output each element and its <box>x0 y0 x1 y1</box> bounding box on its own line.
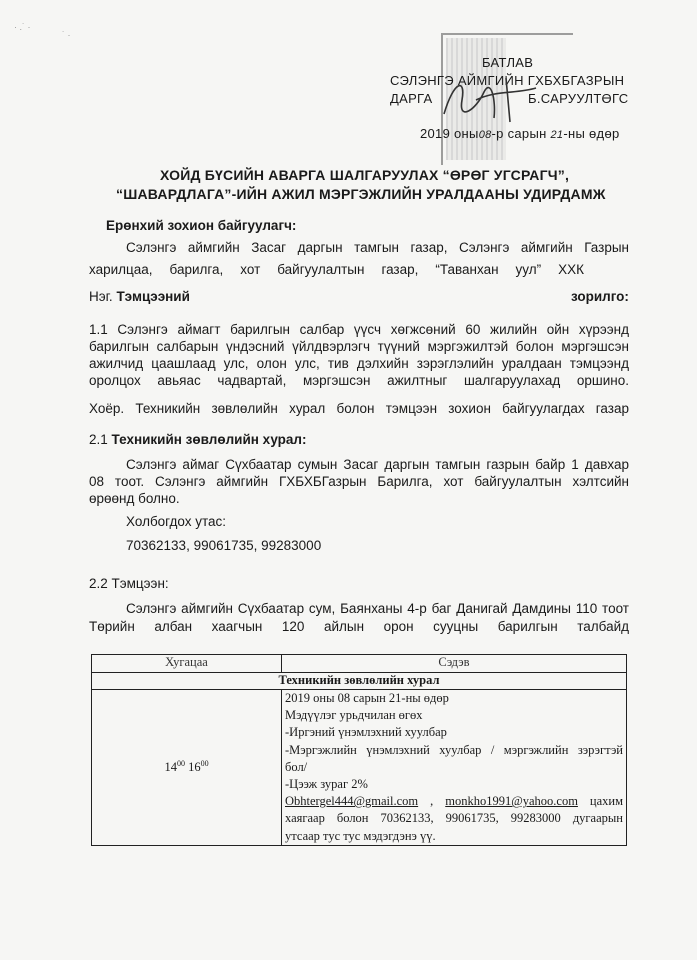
phone-numbers: 70362133, 99061735, 99283000 <box>126 538 322 553</box>
goal-line: барилгын салбарын үндэсний үйлдвэрлэгч түүний мэргэжилтэй болон мэргэшсэн <box>89 339 629 354</box>
goal-heading-right: зорилго: <box>571 289 629 304</box>
doc-title-line1: ХОЙД БҮСИЙН АВАРГА ШАЛГАРУУЛАХ “ӨРӨГ УГСРАГЧ”, <box>160 167 570 183</box>
time-cell: $14^{00}$ $16^{00}$ <box>92 690 282 846</box>
council-heading: 2.1 Техникийн зөвлөлийн хурал: <box>89 432 307 447</box>
council-line2: 08 тоот. Сэлэнгэ аймгийн ГХБХБГазрын Барилга, хот байгуулалтын хэлтсийн <box>89 474 629 489</box>
table-header-row <box>92 655 627 673</box>
table-row <box>92 690 627 846</box>
section2-heading: Хоёр. Техникийн зөвлөлийн хурал болон тэмцээн зохион байгуулагдах газар <box>89 401 629 416</box>
email-link[interactable]: Obhtergel444@gmail.com <box>285 794 419 809</box>
phone-label: Холбогдох утас: <box>126 514 227 529</box>
col-header-topic: Сэдэв <box>282 655 627 673</box>
organizer-line2: харилцаа, барилга, хот байгуулалтын газар, “Таванхан уул” ХХК <box>89 262 584 277</box>
email-link[interactable]: monkho1991@yahoo.com <box>445 794 578 809</box>
approval-word: БАТЛАВ <box>482 55 534 70</box>
competition-line1: Сэлэнгэ аймгийн Сүхбаатар сум, Баянханы 4-р баг Данигай Дамдины 110 тоот <box>126 601 629 616</box>
goal-heading: Нэг. Тэмцээний <box>89 289 190 304</box>
goal-line: ажилчид цаашлаад улс, олон улс, тив дэлхийн зэрэглэлийн уралдаан тэмцээнд <box>89 356 629 371</box>
section-label: Техникийн зөвлөлийн хурал <box>92 673 627 690</box>
contact-line: утсаар тус тус мэдэгдэнэ үү. <box>285 828 436 843</box>
scan-artifact: · .˙ · <box>14 22 31 32</box>
topic-line: -Цээж зураг 2% <box>285 777 368 792</box>
topic-line: бол/ <box>285 759 308 774</box>
goal-line: оролцох авьяас чадвартай, мэргэшсэн ажилтныг шалгаруулахад оршино. <box>89 373 629 388</box>
contact-emails: Obhtergel444@gmail.com , monkho1991@yahoo.com цахим <box>285 794 623 809</box>
approval-org: СЭЛЭНГЭ АЙМГИЙН ГХБХБГАЗРЫН <box>390 73 625 88</box>
organizer-heading: Ерөнхий зохион байгуулагч: <box>106 218 297 233</box>
council-line1: Сэлэнгэ аймаг Сүхбаатар сумын Засаг даргын тамгын газрын байр 1 давхар <box>126 457 629 472</box>
topic-line: -Иргэний үнэмлэхний хуулбар <box>285 725 447 740</box>
competition-heading: 2.2 Тэмцээн: <box>89 576 169 591</box>
organizer-line1: Сэлэнгэ аймгийн Засаг даргын тамгын газар, Сэлэнгэ аймгийн Газрын <box>126 240 629 255</box>
approval-date: 2019 оны08-р сарын 21-ны өдөр <box>420 126 620 141</box>
competition-line2: Төрийн албан хаагчын 120 айлын орон сууцны барилгын талбайд <box>89 619 629 634</box>
approval-name: Б.САРУУЛТӨГС <box>528 91 629 106</box>
doc-title-line2: “ШАВАРДЛАГА”-ИЙН АЖИЛ МЭРГЭЖЛИЙН УРАЛДААНЫ УДИРДАМЖ <box>116 186 606 202</box>
schedule-table <box>91 654 627 846</box>
council-line3: өрөөнд болно. <box>89 491 180 506</box>
scan-artifact: ˙ · <box>62 30 71 40</box>
contact-line: хаягаар болон 70362133, 99061735, 99283000 дугаарын <box>285 811 623 826</box>
topic-cell <box>282 690 627 846</box>
approval-role: ДАРГА <box>390 91 433 106</box>
table-section-row <box>92 673 627 690</box>
goal-line: 1.1 Сэлэнгэ аймагт барилгын салбар үүсч хөгжсөний 60 жилийн ойн хүрээнд <box>89 322 629 337</box>
topic-line: Мэдүүлэг урьдчилан өгөх <box>285 708 423 723</box>
col-header-time: Хугацаа <box>92 655 282 673</box>
topic-line: 2019 оны 08 сарын 21-ны өдөр <box>285 691 449 705</box>
topic-line: -Мэргэжлийн үнэмлэхний хуулбар / мэргэжлийн зэрэгтэй <box>285 742 623 757</box>
